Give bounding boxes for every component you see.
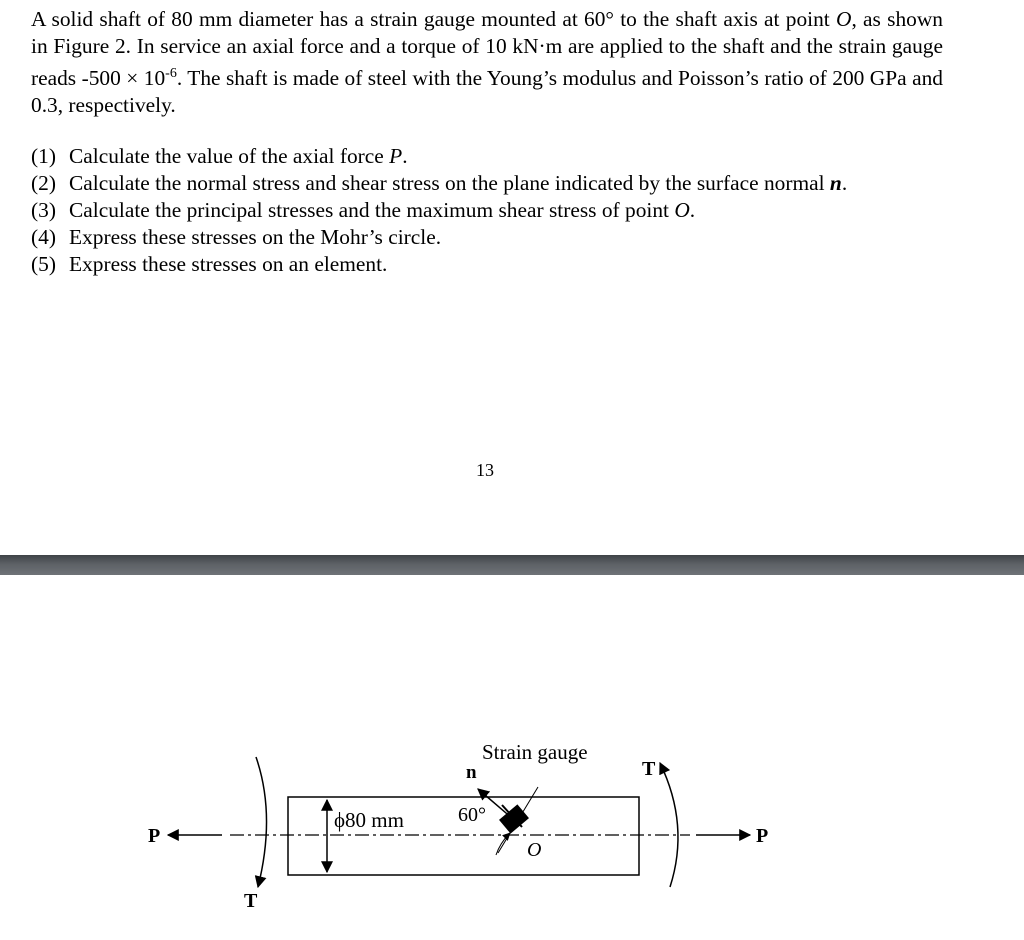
question-item (31, 143, 943, 170)
question-text: Calculate the value of the axial force (69, 144, 390, 169)
angle-label: 60° (458, 804, 486, 826)
force-label-left: P (148, 825, 161, 847)
point-o-figure-label: O (527, 839, 542, 861)
strain-gauge-label: Strain gauge (482, 740, 588, 764)
shaft-figure (0, 575, 1024, 935)
question-text: Calculate the normal stress and shear stress on the plane indicated by the surface normal (69, 171, 830, 196)
question-item (31, 251, 943, 278)
question-tail: . (402, 144, 408, 169)
force-label-right: P (756, 825, 769, 847)
question-italic: P (389, 144, 403, 169)
problem-statement (31, 6, 943, 278)
diameter-label: ϕ80 mm (334, 808, 404, 832)
point-o-label: O (835, 7, 852, 31)
question-italic: n (829, 171, 842, 196)
page-number: 13 (476, 460, 494, 480)
question-number: (3) (31, 198, 56, 223)
question-item (31, 170, 943, 197)
normal-label: n (466, 762, 477, 783)
page-divider (0, 555, 1024, 575)
question-text: Express these stresses on the Mohr’s circle. (69, 225, 442, 250)
torque-right-arrow (660, 763, 678, 887)
question-text: Express these stresses on an element. (69, 252, 388, 277)
question-number: (5) (31, 252, 56, 277)
question-item (31, 197, 943, 224)
torque-label-right: T (642, 758, 656, 780)
question-number: (1) (31, 144, 56, 169)
question-text: Calculate the principal stresses and the maximum shear stress of point (69, 198, 675, 223)
torque-left-arrow (256, 757, 267, 887)
question-number: (2) (31, 171, 56, 196)
intro-part-2: , as shown in Figure 2. In service an axial force and a torque of 10 kN·m are applied to the shaft and the strain gauge reads -500 × 10 (31, 7, 943, 91)
intro-part-3: . The shaft is made of steel with the Young’s modulus and Poisson’s ratio of 200 GPa and 0.3, respectively. (31, 66, 943, 118)
question-tail: . (689, 198, 696, 223)
shaft-diagram (0, 575, 1024, 935)
question-list (31, 143, 943, 278)
question-number: (4) (31, 225, 56, 250)
question-italic: O (674, 198, 690, 223)
problem-intro (31, 6, 943, 119)
intro-part-1: A solid shaft of 80 mm diameter has a strain gauge mounted at 60° to the shaft axis at point (31, 7, 836, 31)
question-tail: . (841, 171, 848, 196)
torque-label-left: T (244, 890, 258, 912)
exponent: -6 (165, 66, 177, 81)
question-item (31, 224, 943, 251)
